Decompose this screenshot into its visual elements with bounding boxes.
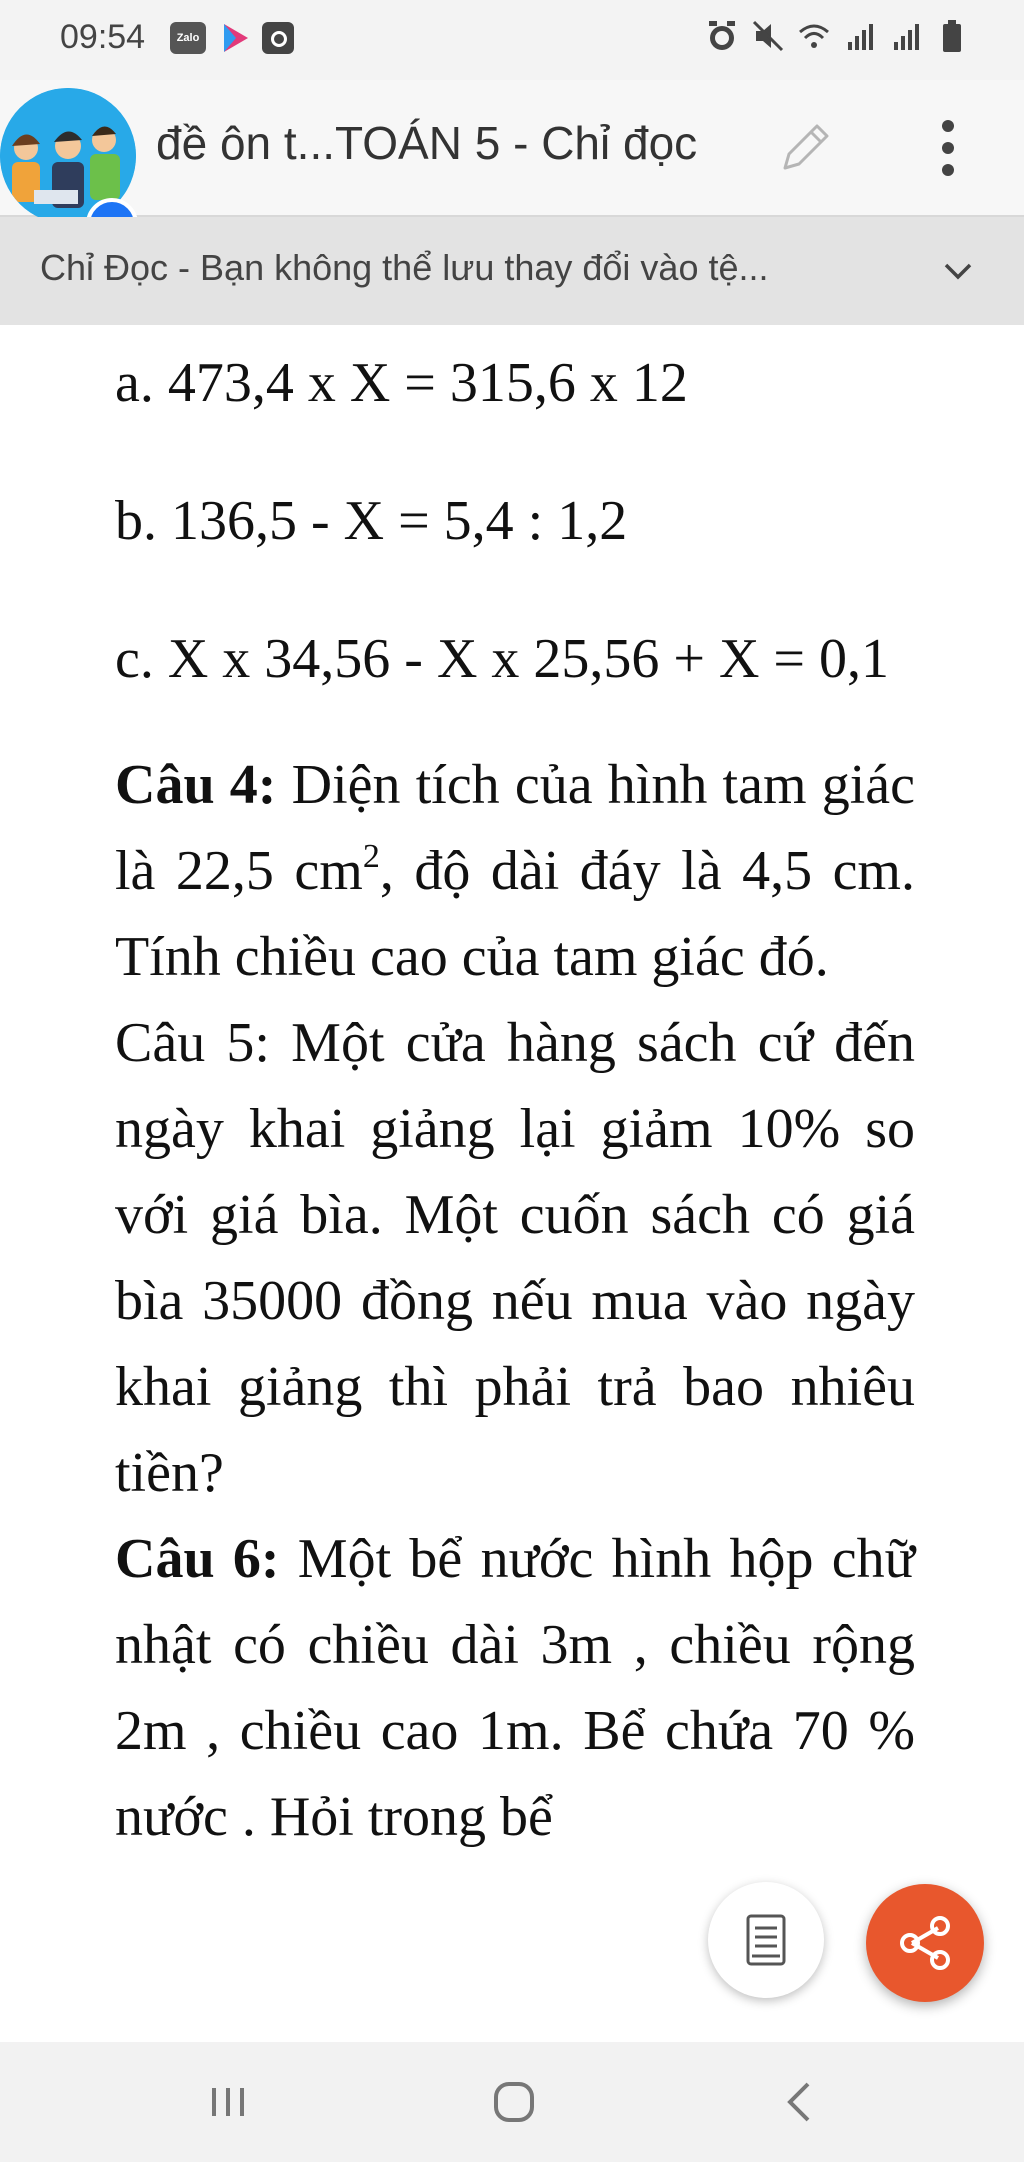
document-view-button[interactable] — [708, 1882, 824, 1998]
navigation-bar — [0, 2042, 1024, 2162]
document-icon — [708, 1882, 824, 1998]
question-6 — [115, 1516, 915, 1860]
mute-icon — [752, 18, 784, 54]
app-header — [0, 80, 1024, 217]
read-only-banner[interactable] — [0, 217, 1024, 325]
recent-apps-icon[interactable] — [198, 2072, 258, 2132]
question-4-superscript: 2 — [362, 838, 380, 875]
document-title: đề ôn t...TOÁN 5 - Chỉ đọc — [156, 117, 698, 169]
signal-icon — [844, 18, 876, 54]
signal-icon — [890, 18, 922, 54]
zalo-icon: Zalo — [170, 22, 206, 54]
status-time: 09:54 — [60, 18, 146, 56]
question-6-label: Câu 6: — [115, 1528, 280, 1590]
chevron-down-icon[interactable] — [940, 257, 976, 285]
document-content — [115, 340, 915, 1860]
play-icon — [220, 22, 250, 54]
equation-b: b. 136,5 - X = 5,4 : 1,2 — [115, 490, 628, 552]
camera-icon — [262, 22, 294, 54]
more-options-icon[interactable] — [930, 116, 966, 180]
home-icon[interactable] — [484, 2072, 544, 2132]
share-icon — [866, 1884, 984, 2002]
equation-a: a. 473,4 x X = 315,6 x 12 — [115, 352, 688, 414]
question-4-label: Câu 4: — [115, 754, 277, 816]
back-icon[interactable] — [770, 2072, 830, 2132]
read-only-message: Chỉ Đọc - Bạn không thể lưu thay đổi vào tệ... — [40, 247, 769, 288]
system-icons — [706, 18, 968, 54]
question-4 — [115, 742, 915, 1000]
question-5: Câu 5: Một cửa hàng sách cứ đến ngày khai giảng lại giảm 10% so với giá bìa. Một cuốn sách có giá bìa 35000 đồng nếu mua vào ngày khai giảng thì phải trả bao nhiêu tiền? — [115, 1012, 915, 1504]
status-bar — [0, 0, 1024, 80]
edit-pencil-icon[interactable] — [775, 118, 835, 178]
question-4-text-cont: , độ dài đáy là 4,5 cm. Tính chiều cao của tam giác đó. — [115, 840, 915, 988]
share-button[interactable] — [866, 1884, 984, 2002]
battery-icon — [936, 18, 968, 54]
wifi-icon — [798, 18, 830, 54]
question-6-text: Một bể nước hình hộp chữ nhật có chiều dài 3m , chiều rộng 2m , chiều cao 1m. Bể chứa 70 % nước . Hỏi trong bể — [115, 1528, 915, 1848]
equation-c: c. X x 34,56 - X x 25,56 + X = 0,1 — [115, 628, 889, 690]
question-4-text: Diện tích của hình tam giác là 22,5 cm — [115, 754, 915, 902]
alarm-icon — [706, 18, 738, 54]
